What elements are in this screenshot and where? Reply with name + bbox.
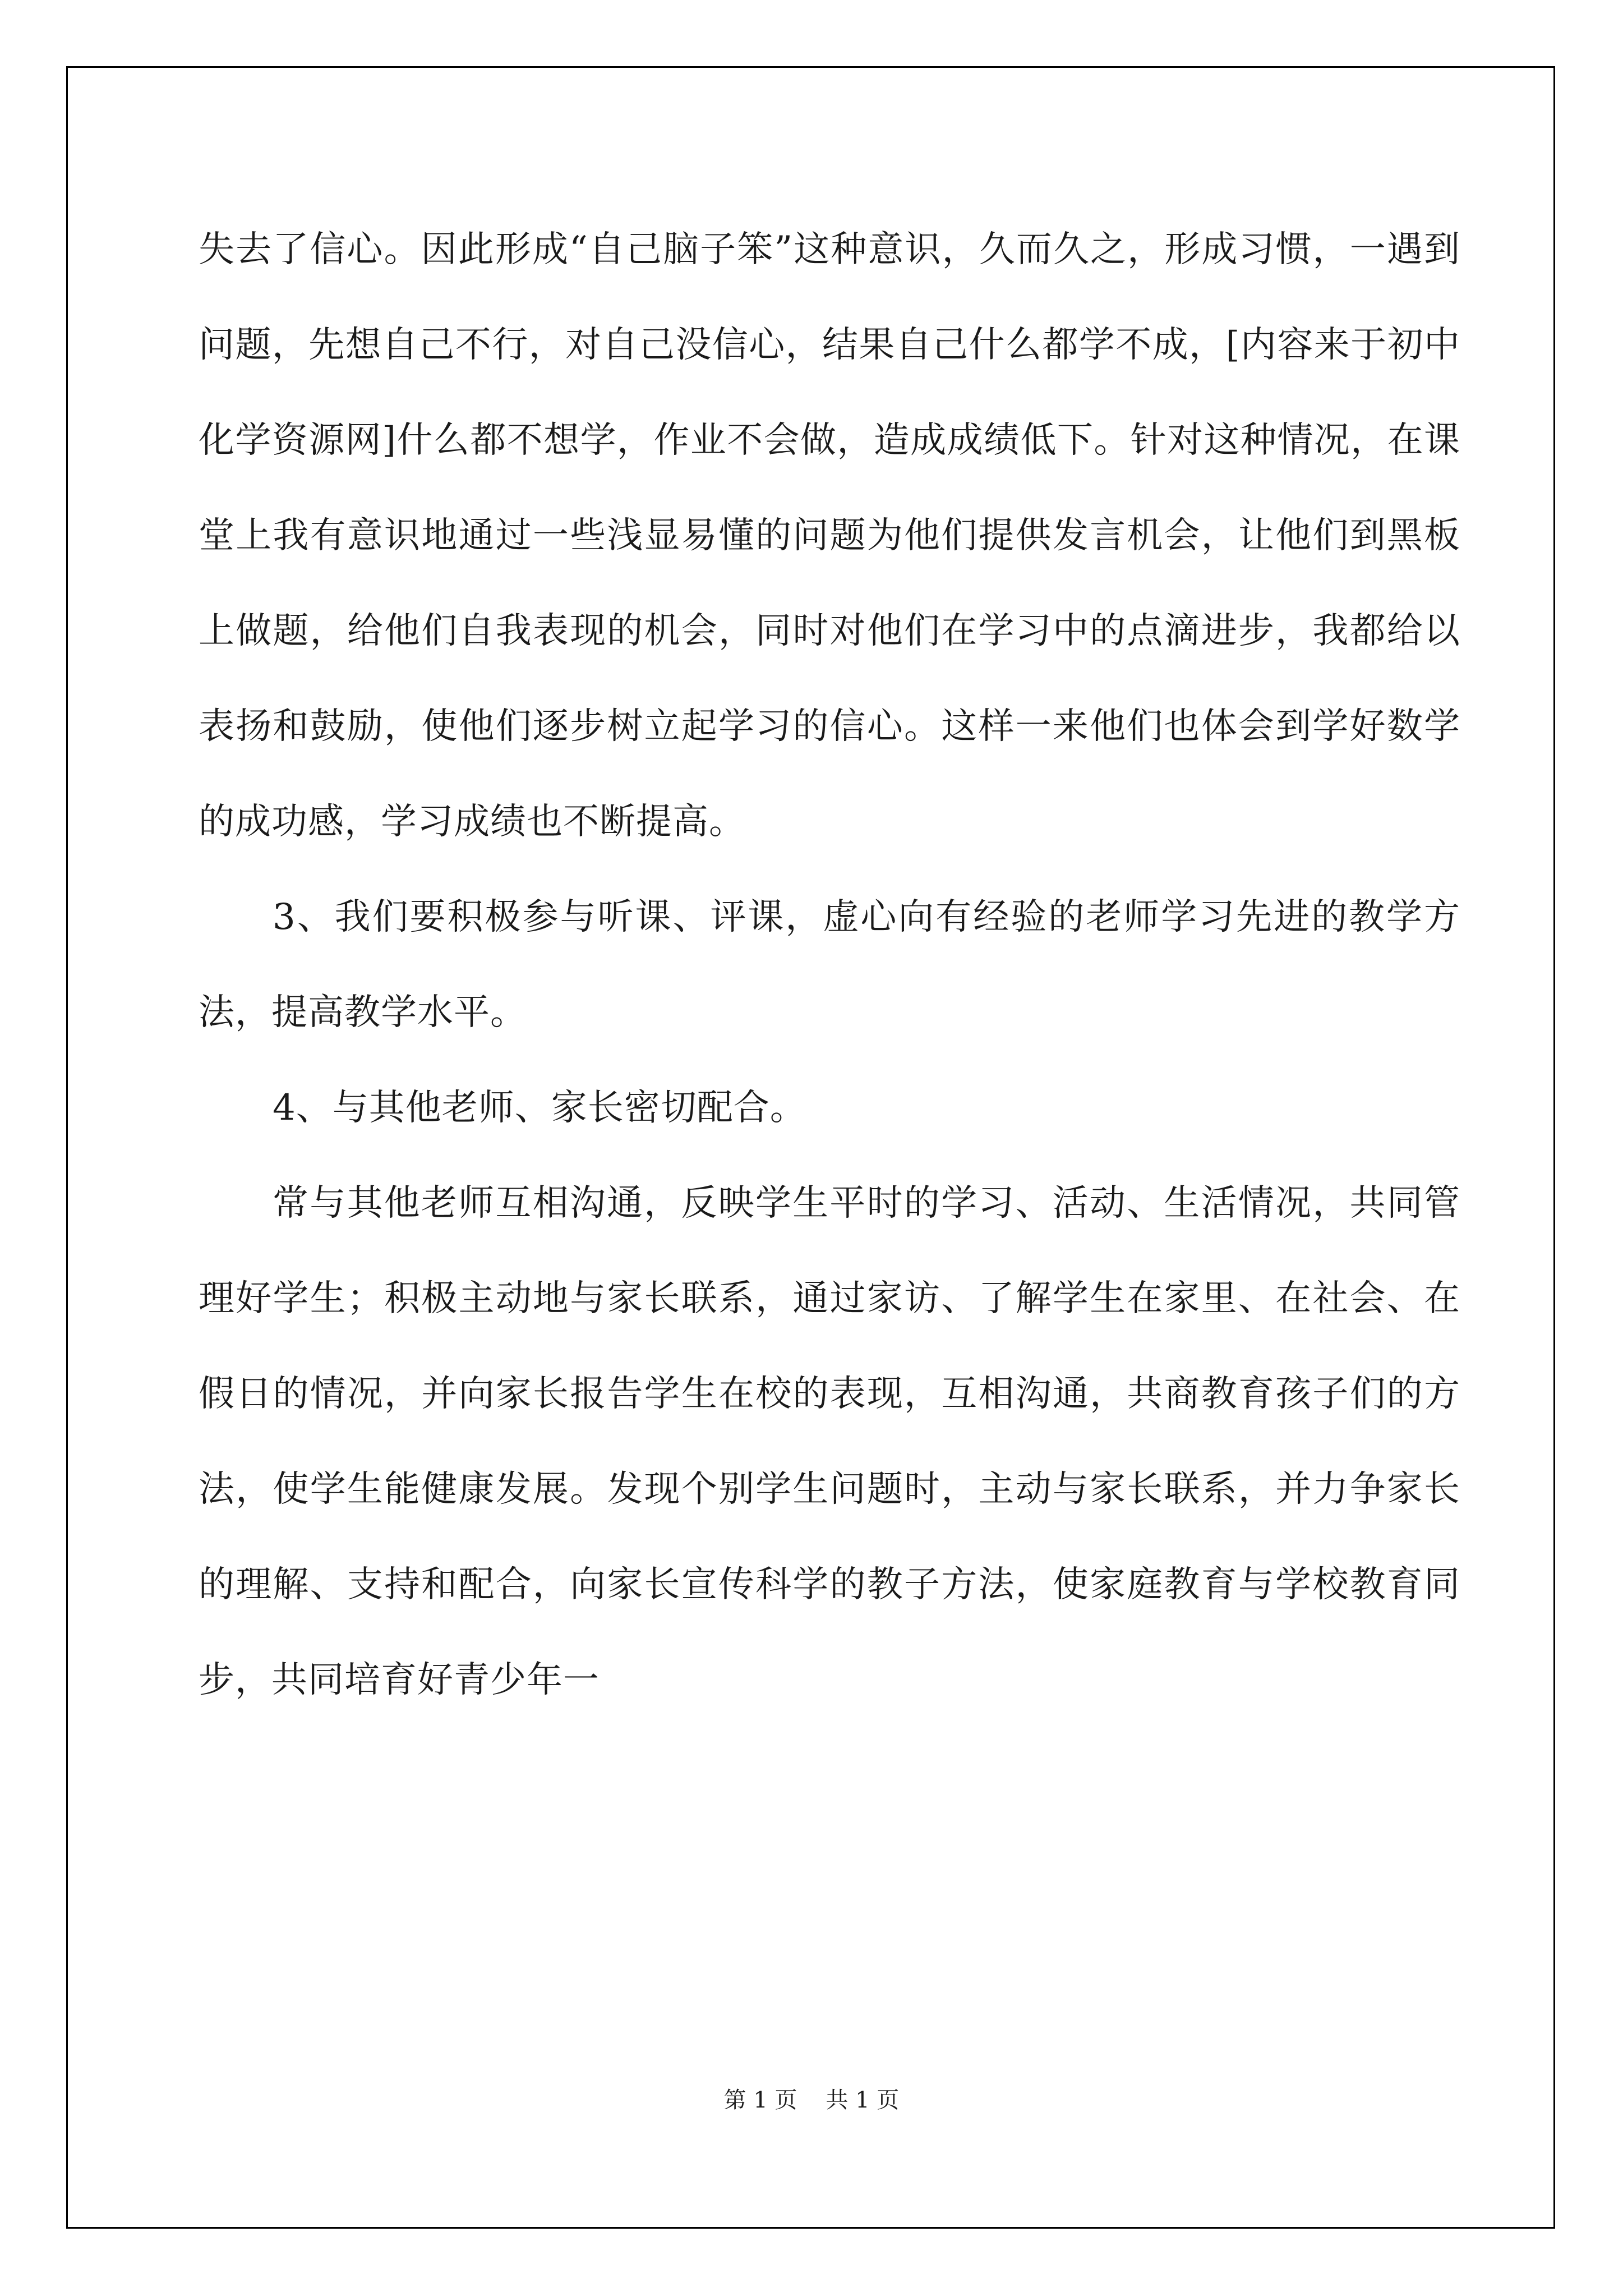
page-footer: [0, 2082, 1623, 2114]
paragraph-3: 4、与其他老师、家长密切配合。: [273, 1087, 806, 1129]
paragraph-4: 常与其他老师互相沟通，反映学生平时的学习、活动、生活情况，共同管理好学生；积极主动地与家长联系，通过家访、了解学生在家里、在社会、在假日的情况，并向家长报告学生在校的表现，互相沟通，共商教育孩子们的方法，使学生能健康发展。发现个别学生问题时，主动与家长联系，并力争家长的理解、支持和配合，向家长宣传科学的教子方法，使家庭教育与学校教育同步，共同培育好青少年一: [199, 1182, 1460, 1701]
page-number: 第 1 页: [723, 2087, 797, 2113]
document-body: [199, 202, 1460, 1728]
paragraph-2: 3、我们要积极参与听课、评课，虚心向有经验的老师学习先进的教学方法，提高教学水平。: [199, 896, 1460, 1033]
paragraph-1: 失去了信心。因此形成“自己脑子笨”这种意识，久而久之，形成习惯，一遇到问题，先想自己不行，对自己没信心，结果自己什么都学不成，[内容来于初中化学资源网]什么都不想学，作业不会做，造成成绩低下。针对这种情况，在课堂上我有意识地通过一些浅显易懂的问题为他们提供发言机会，让他们到黑板上做题，给他们自我表现的机会，同时对他们在学习中的点滴进步，我都给以表扬和鼓励，使他们逐步树立起学习的信心。这样一来他们也体会到学好数学的成功感，学习成绩也不断提高。: [199, 229, 1460, 843]
page-total: 共 1 页: [826, 2087, 900, 2113]
